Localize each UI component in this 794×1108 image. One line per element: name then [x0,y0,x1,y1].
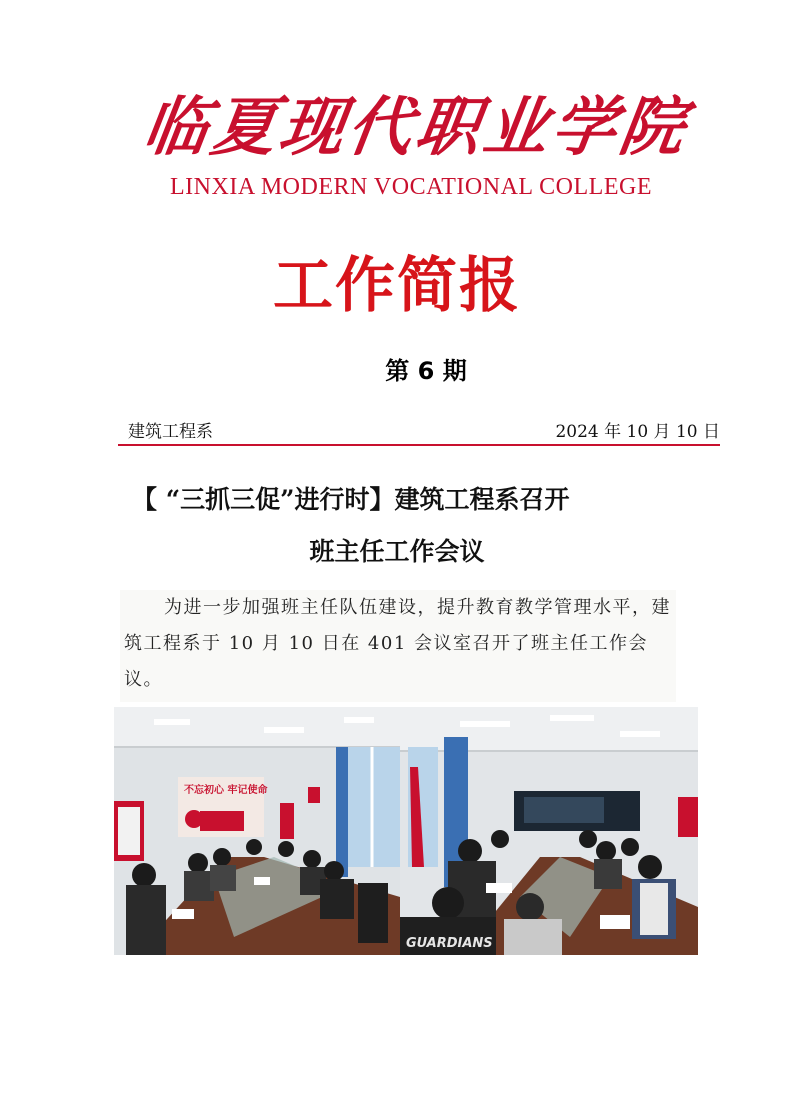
header-divider [118,444,720,446]
bulletin-masthead: 工作简报 [273,251,521,321]
meeting-photo-right [400,707,698,955]
wall-banner-text: 不忘初心 牢记使命 [184,785,268,796]
issue-number: 第 6 期 [385,357,467,385]
shirt-print-text: GUARDIANS [406,936,493,951]
college-logo-chinese: 临夏现代职业学院 [138,90,694,165]
college-logo-english: LINXIA MODERN VOCATIONAL COLLEGE [170,174,652,200]
article-body: 为进一步加强班主任队伍建设，提升教育教学管理水平，建筑工程系于 10 月 10 日在 401 会议室召开了班主任工作会议。 [120,590,676,702]
publish-date: 2024 年 10 月 10 日 [555,422,720,442]
department-name: 建筑工程系 [128,422,213,442]
article-title-line2: 班主任工作会议 [309,537,485,566]
meeting-photo-left [114,707,400,955]
article-title-line1: 【 “三抓三促”进行时】建筑工程系召开 [132,485,570,514]
